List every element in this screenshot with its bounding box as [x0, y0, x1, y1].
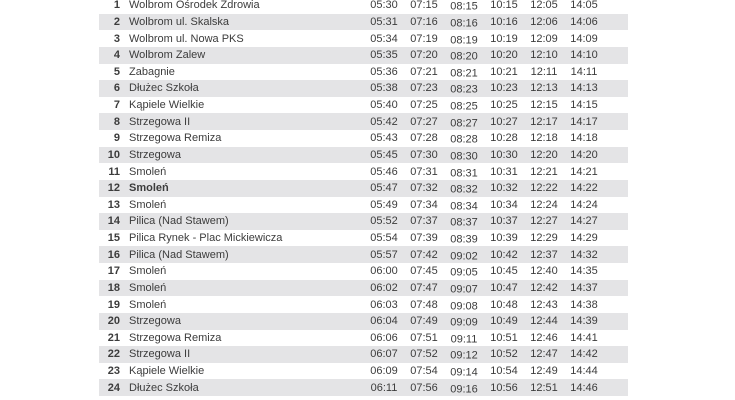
departure-time: 10:42: [490, 248, 518, 261]
row-number: 16: [107, 248, 120, 261]
departure-time: 12:37: [530, 248, 558, 261]
departure-time: 14:10: [570, 49, 598, 62]
departure-time: 08:25: [450, 100, 478, 113]
departure-time: 12:11: [530, 65, 558, 78]
stop-name: Dłużec Szkoła: [129, 82, 199, 95]
departure-time: 10:34: [490, 198, 518, 211]
departure-time: 05:57: [370, 248, 398, 261]
row-number: 8: [113, 115, 120, 128]
departure-time: 09:11: [450, 333, 478, 346]
departure-time: 10:31: [490, 165, 518, 178]
stop-name: Strzegowa: [129, 148, 181, 161]
row-number: 12: [107, 182, 120, 195]
departure-time: 10:27: [490, 115, 518, 128]
departure-time: 08:27: [450, 117, 478, 130]
departure-time: 05:49: [370, 198, 398, 211]
timetable: [99, 0, 628, 396]
stop-name: Strzegowa: [129, 315, 181, 328]
departure-time: 08:20: [450, 50, 478, 63]
departure-time: 07:37: [410, 215, 438, 228]
departure-time: 05:47: [370, 182, 398, 195]
departure-time: 07:15: [410, 0, 438, 12]
departure-time: 14:42: [570, 348, 598, 361]
departure-time: 12:24: [530, 198, 558, 211]
departure-time: 14:27: [570, 215, 598, 228]
departure-time: 07:16: [410, 15, 438, 28]
departure-time: 12:06: [530, 15, 558, 28]
departure-time: 14:09: [570, 32, 598, 45]
departure-time: 09:09: [450, 316, 478, 329]
timetable-row: [99, 47, 628, 64]
departure-time: 05:45: [370, 148, 398, 161]
departure-time: 05:42: [370, 115, 398, 128]
stop-name: Smoleń: [129, 298, 167, 311]
departure-time: 10:47: [490, 281, 518, 294]
stop-name: Strzegowa Remiza: [129, 132, 222, 145]
departure-time: 09:05: [450, 266, 478, 279]
departure-time: 08:16: [450, 17, 478, 30]
timetable-row: [99, 246, 628, 263]
timetable-row: [99, 346, 628, 363]
departure-time: 14:18: [570, 132, 598, 145]
row-number: 18: [107, 281, 120, 294]
departure-time: 08:19: [450, 34, 478, 47]
departure-time: 07:28: [410, 132, 438, 145]
departure-time: 12:47: [530, 348, 558, 361]
timetable-row: [99, 14, 628, 31]
row-number: 21: [107, 331, 120, 344]
departure-time: 07:48: [410, 298, 438, 311]
timetable-row: [99, 0, 628, 14]
departure-time: 12:46: [530, 331, 558, 344]
row-number: 10: [107, 148, 120, 161]
departure-time: 12:09: [530, 32, 558, 45]
row-number: 23: [107, 365, 120, 378]
stop-name: Kąpiele Wielkie: [129, 365, 205, 378]
departure-time: 07:49: [410, 315, 438, 328]
departure-time: 05:54: [370, 232, 398, 245]
row-number: 5: [113, 65, 120, 78]
timetable-row: [99, 296, 628, 313]
departure-time: 08:31: [450, 167, 478, 180]
stop-name: Strzegowa II: [129, 348, 191, 361]
timetable-row: [99, 197, 628, 214]
stop-name: Smoleń: [129, 281, 167, 294]
departure-time: 12:18: [530, 132, 558, 145]
timetable-row: [99, 280, 628, 297]
departure-time: 12:17: [530, 115, 558, 128]
departure-time: 14:15: [570, 99, 598, 112]
departure-time: 12:43: [530, 298, 558, 311]
timetable-row: [99, 263, 628, 280]
departure-time: 07:21: [410, 65, 438, 78]
departure-time: 12:21: [530, 165, 558, 178]
departure-time: 06:11: [370, 381, 398, 394]
departure-time: 07:27: [410, 115, 438, 128]
timetable-row: [99, 163, 628, 180]
timetable-row: [99, 330, 628, 347]
departure-time: 10:15: [490, 0, 518, 12]
timetable-row: [99, 213, 628, 230]
departure-time: 06:02: [370, 281, 398, 294]
departure-time: 09:14: [450, 366, 478, 379]
departure-time: 05:30: [370, 0, 398, 12]
departure-time: 07:42: [410, 248, 438, 261]
departure-time: 06:04: [370, 315, 398, 328]
departure-time: 05:46: [370, 165, 398, 178]
departure-time: 10:19: [490, 32, 518, 45]
departure-time: 08:32: [450, 183, 478, 196]
timetable-row: [99, 80, 628, 97]
departure-time: 14:35: [570, 265, 598, 278]
departure-time: 14:24: [570, 198, 598, 211]
stop-name: Wolbrom ul. Nowa PKS: [129, 32, 244, 45]
departure-time: 06:00: [370, 265, 398, 278]
departure-time: 05:36: [370, 65, 398, 78]
row-number: 7: [113, 99, 120, 112]
departure-time: 14:46: [570, 381, 598, 394]
stop-name: Smoleń: [129, 265, 167, 278]
departure-time: 14:20: [570, 148, 598, 161]
departure-time: 09:02: [450, 250, 478, 263]
departure-time: 10:56: [490, 381, 518, 394]
departure-time: 14:21: [570, 165, 598, 178]
departure-time: 10:49: [490, 315, 518, 328]
departure-time: 14:39: [570, 315, 598, 328]
row-number: 11: [108, 165, 120, 178]
departure-time: 14:06: [570, 15, 598, 28]
row-number: 14: [107, 215, 120, 228]
departure-time: 05:52: [370, 215, 398, 228]
stop-name: Strzegowa II: [129, 115, 191, 128]
departure-time: 12:51: [530, 381, 558, 394]
departure-time: 10:45: [490, 265, 518, 278]
departure-time: 12:40: [530, 265, 558, 278]
departure-time: 08:30: [450, 150, 478, 163]
departure-time: 07:23: [410, 82, 438, 95]
departure-time: 12:27: [530, 215, 558, 228]
departure-time: 05:40: [370, 99, 398, 112]
departure-time: 07:45: [410, 265, 438, 278]
timetable-row: [99, 363, 628, 380]
departure-time: 10:28: [490, 132, 518, 145]
timetable-row: [99, 180, 628, 197]
departure-time: 08:28: [450, 133, 478, 146]
row-number: 20: [107, 315, 120, 328]
departure-time: 10:48: [490, 298, 518, 311]
departure-time: 08:34: [450, 200, 478, 213]
departure-time: 07:19: [410, 32, 438, 45]
stop-name: Smoleń: [129, 165, 167, 178]
departure-time: 14:44: [570, 365, 598, 378]
row-number: 17: [107, 265, 120, 278]
row-number: 2: [113, 15, 120, 28]
stop-name: Smoleń: [129, 198, 167, 211]
departure-time: 07:47: [410, 281, 438, 294]
departure-time: 05:35: [370, 49, 398, 62]
departure-time: 12:22: [530, 182, 558, 195]
departure-time: 08:23: [450, 83, 478, 96]
timetable-row: [99, 379, 628, 396]
departure-time: 14:41: [570, 331, 598, 344]
row-number: 15: [107, 232, 120, 245]
stop-name: Pilica (Nad Stawem): [129, 215, 229, 228]
departure-time: 08:15: [450, 0, 478, 13]
departure-time: 10:32: [490, 182, 518, 195]
departure-time: 14:32: [570, 248, 598, 261]
timetable-row: [99, 130, 628, 147]
departure-time: 07:39: [410, 232, 438, 245]
departure-time: 07:56: [410, 381, 438, 394]
departure-time: 05:31: [370, 15, 398, 28]
timetable-row: [99, 30, 628, 47]
departure-time: 10:25: [490, 99, 518, 112]
stop-name: Wolbrom ul. Skalska: [129, 15, 230, 28]
stop-name: Zabagnie: [129, 65, 175, 78]
stop-name: Pilica Rynek - Plac Mickiewicza: [129, 232, 283, 245]
departure-time: 07:30: [410, 148, 438, 161]
row-number: 4: [113, 49, 120, 62]
departure-time: 12:13: [530, 82, 558, 95]
departure-time: 10:37: [490, 215, 518, 228]
timetable-row: [99, 97, 628, 114]
departure-time: 12:29: [530, 232, 558, 245]
departure-time: 10:52: [490, 348, 518, 361]
departure-time: 14:05: [570, 0, 598, 12]
departure-time: 14:11: [570, 65, 598, 78]
departure-time: 09:07: [450, 283, 478, 296]
departure-time: 08:21: [450, 67, 478, 80]
departure-time: 09:16: [450, 383, 478, 396]
timetable-row: [99, 64, 628, 81]
departure-time: 10:39: [490, 232, 518, 245]
departure-time: 06:07: [370, 348, 398, 361]
stop-name: Wolbrom Ośrodek Zdrowia: [129, 0, 260, 12]
stop-name: Dłużec Szkoła: [129, 381, 199, 394]
departure-time: 07:34: [410, 198, 438, 211]
departure-time: 06:09: [370, 365, 398, 378]
row-number: 24: [107, 381, 120, 394]
departure-time: 14:38: [570, 298, 598, 311]
departure-time: 14:29: [570, 232, 598, 245]
departure-time: 06:03: [370, 298, 398, 311]
departure-time: 12:20: [530, 148, 558, 161]
departure-time: 06:06: [370, 331, 398, 344]
departure-time: 12:15: [530, 99, 558, 112]
row-number: 6: [113, 82, 120, 95]
departure-time: 07:20: [410, 49, 438, 62]
row-number: 22: [107, 348, 120, 361]
departure-time: 10:20: [490, 49, 518, 62]
stop-name: Strzegowa Remiza: [129, 331, 222, 344]
departure-time: 09:12: [450, 349, 478, 362]
stop-name: Wolbrom Zalew: [129, 49, 206, 62]
departure-time: 10:16: [490, 15, 518, 28]
departure-time: 12:05: [530, 0, 558, 12]
row-number: 9: [113, 132, 120, 145]
departure-time: 14:13: [570, 82, 598, 95]
departure-time: 14:37: [570, 281, 598, 294]
departure-time: 08:39: [450, 233, 478, 246]
departure-time: 10:23: [490, 82, 518, 95]
departure-time: 09:08: [450, 300, 478, 313]
timetable-row: [99, 113, 628, 130]
departure-time: 10:51: [490, 331, 518, 344]
departure-time: 12:10: [530, 49, 558, 62]
timetable-row: [99, 313, 628, 330]
departure-time: 12:49: [530, 365, 558, 378]
row-number: 19: [107, 298, 120, 311]
row-number: 3: [113, 32, 120, 45]
departure-time: 05:43: [370, 132, 398, 145]
stop-name: Pilica (Nad Stawem): [129, 248, 229, 261]
departure-time: 07:52: [410, 348, 438, 361]
departure-time: 07:32: [410, 182, 438, 195]
departure-time: 07:51: [410, 331, 438, 344]
departure-time: 12:44: [530, 315, 558, 328]
departure-time: 07:54: [410, 365, 438, 378]
departure-time: 10:54: [490, 365, 518, 378]
departure-time: 05:38: [370, 82, 398, 95]
departure-time: 14:17: [570, 115, 598, 128]
stop-name: Kąpiele Wielkie: [129, 99, 205, 112]
row-number: 13: [107, 198, 120, 211]
row-number: 1: [113, 0, 120, 12]
timetable-row: [99, 147, 628, 164]
departure-time: 07:25: [410, 99, 438, 112]
departure-time: 10:30: [490, 148, 518, 161]
timetable-row: [99, 230, 628, 247]
departure-time: 12:42: [530, 281, 558, 294]
departure-time: 08:37: [450, 216, 478, 229]
stop-name: Smoleń: [129, 182, 169, 195]
departure-time: 07:31: [410, 165, 438, 178]
departure-time: 10:21: [490, 65, 518, 78]
departure-time: 05:34: [370, 32, 398, 45]
departure-time: 14:22: [570, 182, 598, 195]
